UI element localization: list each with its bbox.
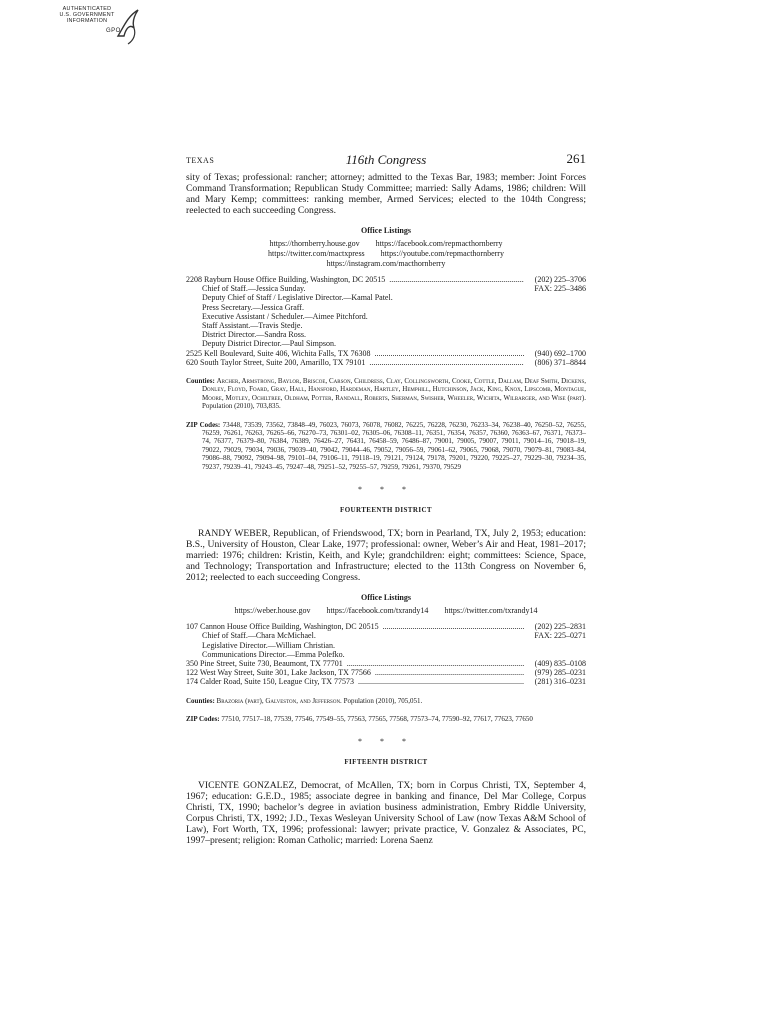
twitter-link[interactable]: https://twitter.com/txrandy14 [444, 606, 538, 616]
district-office-address: 2525 Kell Boulevard, Suite 406, Wichita Falls, TX 76308 [186, 348, 371, 358]
district-office-phone: (806) 371–8844 [534, 357, 586, 367]
dc-office-fax: FAX: 225–0271 [534, 631, 586, 641]
office-address-list [186, 622, 586, 686]
seal-line-1: AUTHENTICATED [62, 6, 112, 12]
staff-line: Press Secretary.—Jessica Graff. [202, 302, 304, 312]
bio-continued: sity of Texas; professional: rancher; attorney; admitted to the Texas Bar, 1983; member: Joint Forces Command Transformation; Republican Study Committee; married: Sally Adams, 1986; children: Will and Mary Kemp; committees: ranking member, Armed Services; elected to the 104th Congress; reelected to each succeeding Congress. [186, 172, 586, 216]
zip-codes-paragraph [186, 421, 586, 471]
counties-list: Brazoria (part), Galveston, and Jefferson. [216, 696, 342, 705]
counties-paragraph [186, 377, 586, 411]
staff-line: Communications Director.—Emma Polefko. [202, 649, 345, 659]
counties-paragraph [186, 697, 586, 705]
district-heading: FOURTEENTH DISTRICT [340, 506, 432, 515]
office-address-list [186, 275, 586, 367]
district-office-row [186, 349, 586, 358]
facebook-link[interactable]: https://facebook.com/txrandy14 [326, 606, 429, 616]
zip-codes-list: 73448, 73539, 73562, 73848–49, 76023, 76073, 76078, 76082, 76225, 76228, 76230, 76233–34, 76238–40, 76250–52, 76255, 76259, 76261, 76263, 76265–66, 76270–73, 76301–02, 76305–06, 76308–11, 76351, 76354, 76357, 76360, 76363–67, 76371, 76373–74, 76377, 76379–80, 76384, 76389, 76426–27, 76431, 76458–59, 76486–87, 79001, 79005, 79007, 79011, 79014–16, 79018–19, 79022, 79029, 79034, 79036, 79039–40, 79042, 79044–46, 79052, 79056–59, 79061–62, 79065, 79068, 79070, 79079–81, 79083–84, 79086–88, 79092, 79094–98, 79101–04, 79106–11, 79118–19, 79121, 79124, 79178, 79201, 79220, 79225–27, 79229–30, 79234–35, 79237, 79239–41, 79243–45, 79247–48, 79251–52, 79255–57, 79259, 79261, 79370, 79529 [202, 420, 587, 471]
district-heading: FIFTEENTH DISTRICT [344, 758, 428, 767]
header-title: 116th Congress [345, 152, 427, 167]
counties-label: Counties: [186, 377, 215, 386]
twitter-link[interactable]: https://twitter.com/mactxpress [268, 249, 365, 258]
dc-office-row [186, 275, 586, 284]
district-office-phone: (281) 316–0231 [534, 677, 586, 687]
dc-office-row [186, 622, 586, 631]
district-office-row [186, 358, 586, 367]
dc-fax-row [186, 631, 586, 640]
header-state: TEXAS [186, 156, 215, 165]
staff-line: Legislative Director.—William Christian. [202, 640, 335, 650]
instagram-link[interactable]: https://instagram.com/macthornberry [326, 259, 446, 268]
website-link[interactable]: https://thornberry.house.gov [269, 239, 360, 248]
staff-line: Deputy Chief of Staff / Legislative Director.—Kamal Patel. [202, 293, 393, 303]
office-urls [186, 606, 586, 616]
zip-codes-list: 77510, 77517–18, 77539, 77546, 77549–55, 77563, 77565, 77568, 77573–74, 77590–92, 77617, 77623, 77650 [221, 714, 533, 723]
running-header [186, 148, 586, 172]
youtube-link[interactable]: https://youtube.com/repmacthornberry [380, 249, 504, 258]
zip-codes-label: ZIP Codes: [186, 420, 221, 429]
gpo-authentication-seal [56, 6, 156, 50]
dc-office-fax: FAX: 225–3486 [534, 284, 586, 294]
district-office-phone: (409) 835–0108 [534, 658, 586, 668]
seal-line-3: INFORMATION [66, 18, 108, 24]
district-office-row [186, 677, 586, 686]
staff-line: Deputy District Director.—Paul Simpson. [202, 339, 336, 349]
seal-text [56, 6, 118, 24]
eagle-icon [114, 6, 144, 46]
office-urls [186, 239, 586, 269]
district-office-address: 122 West Way Street, Suite 301, Lake Jackson, TX 77566 [186, 668, 371, 678]
office-listings-heading: Office Listings [361, 593, 411, 603]
staff-line: Chief of Staff.—Chara McMichael. [202, 631, 316, 641]
zip-codes-paragraph [186, 715, 586, 723]
section-separator: * * * [358, 485, 414, 495]
member-bio: RANDY WEBER, Republican, of Friendswood, TX; born in Pearland, TX, July 2, 1953; education: B.S., University of Houston, Clear Lake, 1977; professional: owner, Weber’s Air and Heat, 1981–2017; married: 1976; children: Kristin, Keith, and Kyle; grandchildren: eight; committees: Science, Space, and Technology; Transportation and Infrastructure; elected to the 113th Congress on November 6, 2012; reelected to each succeeding Congress. [186, 528, 586, 584]
dc-office-address: 107 Cannon House Office Building, Washington, DC 20515 [186, 622, 379, 632]
district-office-row [186, 659, 586, 668]
facebook-link[interactable]: https://facebook.com/repmacthornberry [375, 239, 503, 248]
dc-fax-row [186, 284, 586, 293]
dc-office-phone: (202) 225–2831 [534, 622, 586, 632]
counties-label: Counties: [186, 696, 215, 705]
population-text: Population (2010), 703,835. [202, 402, 281, 411]
district-office-phone: (940) 692–1700 [534, 348, 586, 358]
dc-office-address: 2208 Rayburn House Office Building, Washington, DC 20515 [186, 275, 386, 284]
district-office-address: 350 Pine Street, Suite 730, Beaumont, TX 77701 [186, 658, 343, 668]
zip-codes-label: ZIP Codes: [186, 714, 220, 723]
population-text: Population (2010), 705,051. [343, 696, 423, 705]
document-page [186, 148, 586, 846]
seal-line-2: U.S. GOVERNMENT [59, 12, 115, 18]
district-office-address: 620 South Taylor Street, Suite 200, Amarillo, TX 79101 [186, 357, 366, 367]
page-number: 261 [566, 151, 586, 166]
staff-line: Chief of Staff.—Jessica Sunday. [202, 284, 306, 294]
website-link[interactable]: https://weber.house.gov [234, 606, 311, 616]
district-office-phone: (979) 285–0231 [534, 668, 586, 678]
district-office-address: 174 Calder Road, Suite 150, League City, TX 77573 [186, 677, 354, 687]
seal-gpo-label: GPO [106, 28, 121, 34]
section-separator: * * * [358, 737, 414, 747]
dc-office-phone: (202) 225–3706 [534, 275, 586, 284]
district-office-row [186, 668, 586, 677]
staff-line: District Director.—Sandra Ross. [202, 330, 306, 340]
staff-line: Executive Assistant / Scheduler.—Aimee Pitchford. [202, 311, 368, 321]
member-bio: VICENTE GONZALEZ, Democrat, of McAllen, TX; born in Corpus Christi, TX, September 4, 1967; education: G.E.D., 1985; associate degree in banking and finance, Del Mar College, Corpus Christi, TX, 1990; bachelor’s degree in aviation business administration, Embry Riddle University, Corpus Christi, TX, 1992; J.D., Texas Wesleyan University School of Law (now Texas A&M School of Law), Fort Worth, TX, 1996; professional: lawyer; private practice, V. Gonzalez & Associates, PC, 1997–present; religion: Roman Catholic; married: Lorena Saenz [186, 780, 586, 847]
staff-line: Staff Assistant.—Travis Stedje. [202, 321, 303, 331]
counties-list: Archer, Armstrong, Baylor, Briscoe, Carson, Childress, Clay, Collingsworth, Cooke, Cottle, Dallam, Deaf Smith, Dickens, Donley, Floyd, Foard, Gray, Hall, Hansford, Hardeman, Hartley, Hemphill, Hutchinson, Jack, King, Knox, Lipscomb, Montague, Moore, Motley, Ochiltree, Oldham, Potter, Randall, Roberts, Sherman, Swisher, Wheeler, Wichita, Wilbarger, and Wise (part). [202, 377, 586, 402]
office-listings-heading: Office Listings [361, 226, 411, 235]
